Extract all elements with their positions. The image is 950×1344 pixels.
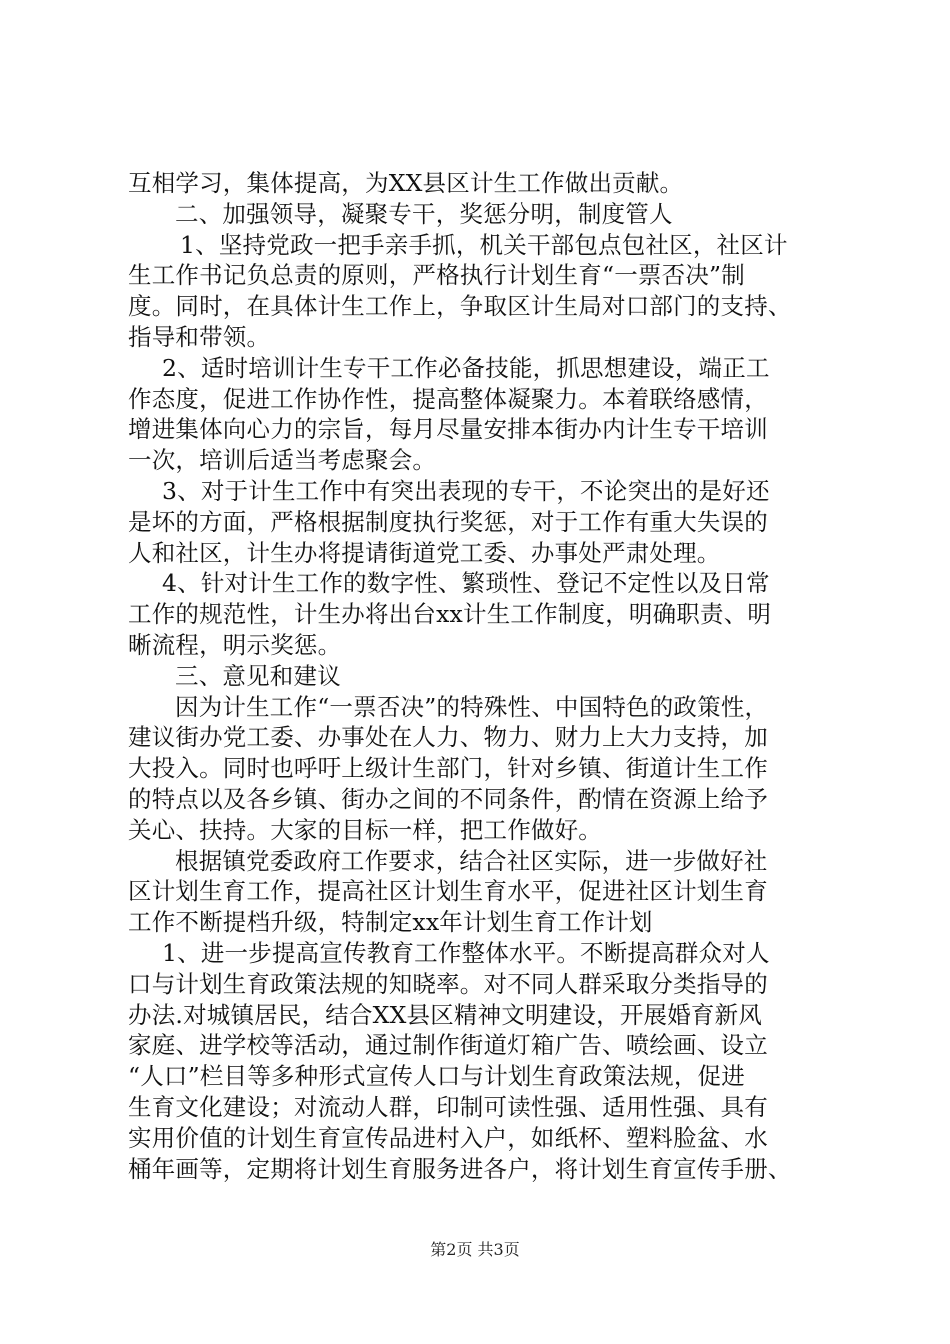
text-line: 3、对于计生工作中有突出表现的专干，不论突出的是好还 (162, 476, 770, 505)
text-line: 的特点以及各乡镇、街办之间的不同条件，酌情在资源上给予 (128, 784, 768, 813)
text-line: 是坏的方面，严格根据制度执行奖惩，对于工作有重大失误的 (128, 507, 768, 536)
text-line: 关心、扶持。大家的目标一样，把工作做好。 (128, 815, 602, 844)
text-line: 增进集体向心力的宗旨，每月尽量安排本街办内计生专干培训 (128, 415, 768, 444)
text-line: “人口”栏目等多种形式宣传人口与计划生育政策法规，促进 (128, 1062, 745, 1091)
text-line: 互相学习，集体提高，为XX县区计生工作做出贡献。 (128, 169, 684, 197)
text-line: 口与计划生育政策法规的知晓率。对不同人群采取分类指导的 (128, 969, 768, 998)
text-line: 工作不断提档升级，特制定xx年计划生育工作计划 (128, 908, 653, 937)
text-line: 工作的规范性，计生办将出台xx计生工作制度，明确职责、明 (128, 600, 772, 629)
text-line: 桶年画等，定期将计划生育服务进各户，将计划生育宣传手册、 (128, 1154, 792, 1183)
text-line: 大投入。同时也呼吁上级计生部门，针对乡镇、街道计生工作 (128, 754, 768, 783)
section-heading: 二、加强领导，凝聚专干，奖惩分明，制度管人 (175, 199, 673, 228)
text-line: 2、适时培训计生专干工作必备技能，抓思想建设，端正工 (162, 353, 770, 382)
text-line: 作态度，促进工作协作性，提高整体凝聚力。本着联络感情， (128, 384, 768, 413)
text-line: 4、针对计生工作的数字性、繁琐性、登记不定性以及日常 (162, 569, 770, 598)
document-body (128, 168, 828, 1184)
text-line: 1、进一步提高宣传教育工作整体水平。不断提高群众对人 (162, 938, 770, 967)
text-line: 1、坚持党政一把手亲手抓，机关干部包点包社区，社区计 (180, 230, 788, 259)
text-line: 因为计生工作“一票否决”的特殊性、中国特色的政策性， (175, 692, 769, 721)
text-line: 晰流程，明示奖惩。 (128, 630, 342, 659)
section-heading: 三、意见和建议 (175, 661, 341, 690)
text-line: 指导和带领。 (128, 322, 271, 351)
text-line: 家庭、进学校等活动，通过制作街道灯箱广告、喷绘画、设立 (128, 1031, 768, 1060)
text-line: 办法.对城镇居民，结合XX县区精神文明建设，开展婚育新风 (128, 1000, 763, 1029)
text-line: 一次，培训后适当考虑聚会。 (128, 446, 437, 475)
text-line: 人和社区，计生办将提请街道党工委、办事处严肃处理。 (128, 538, 721, 567)
text-line: 生育文化建设；对流动人群，印制可读性强、适用性强、具有 (128, 1092, 768, 1121)
text-line: 根据镇党委政府工作要求，结合社区实际，进一步做好社 (175, 846, 768, 875)
text-line: 生工作书记负总责的原则，严格执行计划生育“一票否决”制 (128, 261, 745, 290)
text-line: 区计划生育工作，提高社区计划生育水平，促进社区计划生育 (128, 877, 768, 906)
text-line: 实用价值的计划生育宣传品进村入户，如纸杯、塑料脸盆、水 (128, 1123, 768, 1152)
text-line: 度。同时，在具体计生工作上，争取区计生局对口部门的支持、 (128, 292, 792, 321)
page-number-footer: 第2页 共3页 (430, 1240, 520, 1259)
text-line: 建议街办党工委、办事处在人力、物力、财力上大力支持，加 (128, 723, 768, 752)
